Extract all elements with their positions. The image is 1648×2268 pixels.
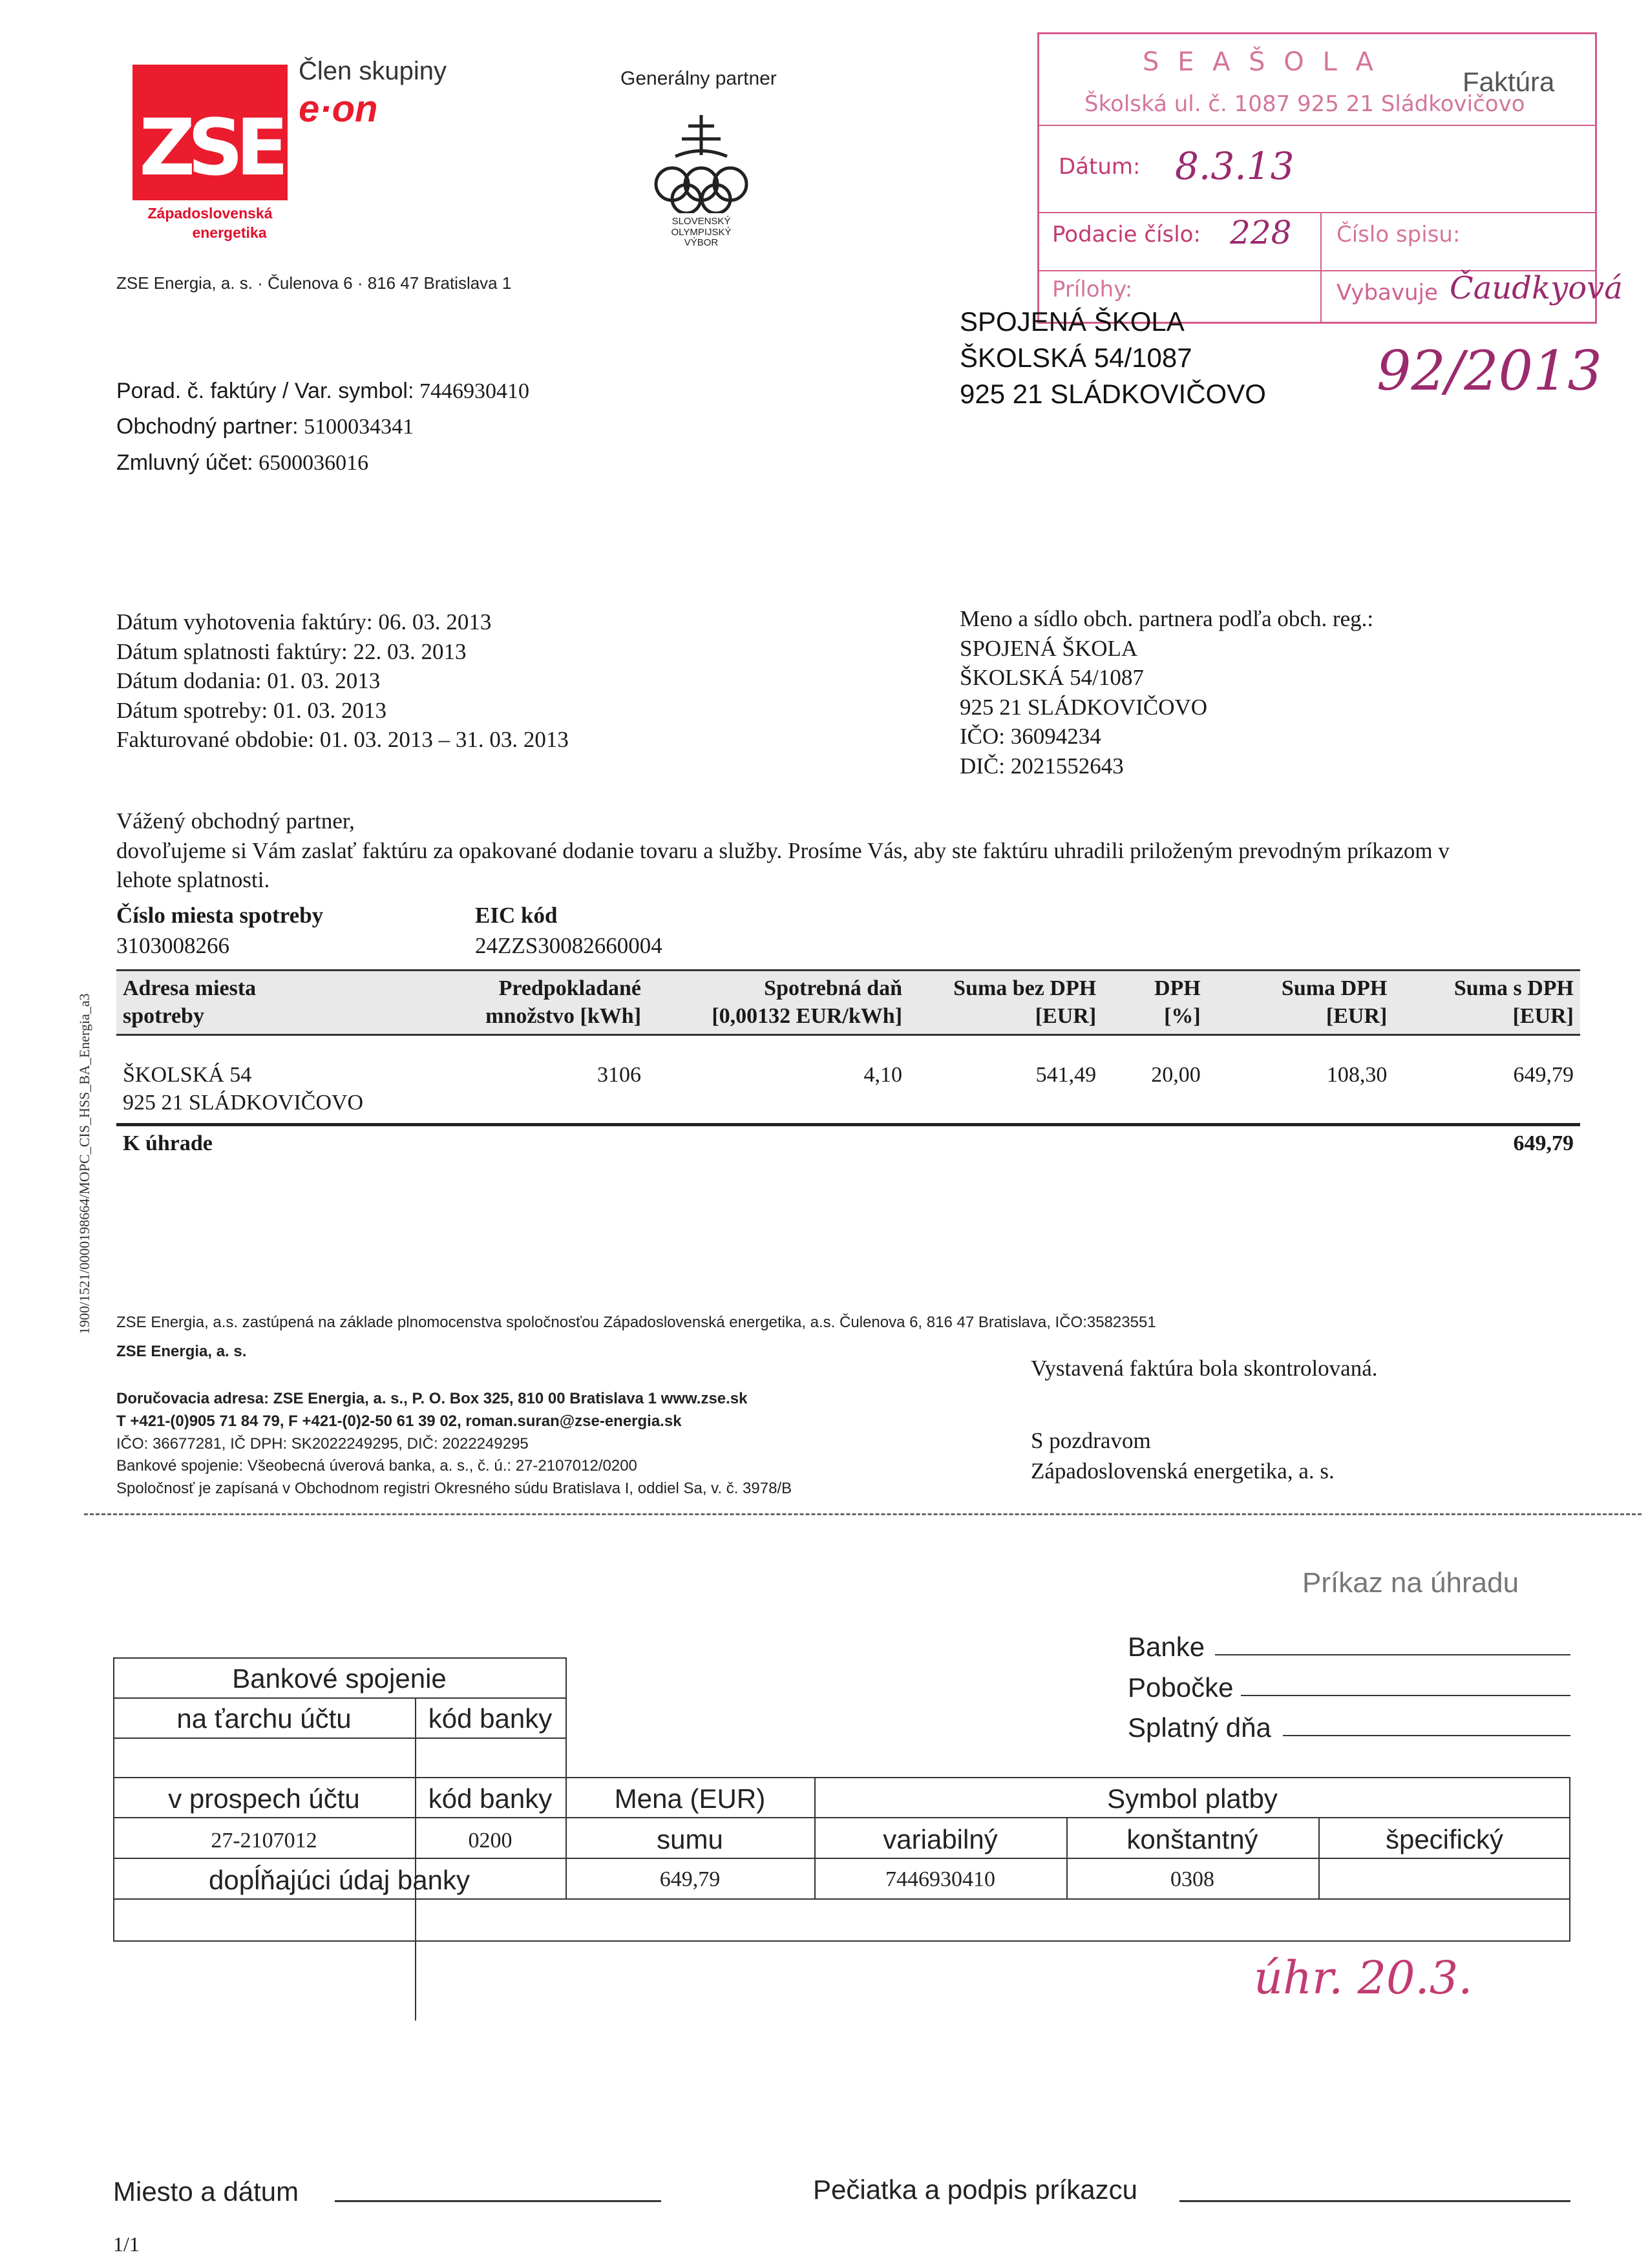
olympic-line3: VÝBOR: [684, 237, 719, 248]
col-quantity: Predpokladané množstvo [kWh]: [409, 971, 648, 1035]
currency-label: Mena (EUR): [614, 1783, 766, 1814]
debit-account-label: na ťarchu účtu: [176, 1703, 352, 1734]
zse-logo: [132, 65, 288, 200]
partner-reg-dic: DIČ: 2021552643: [960, 753, 1124, 779]
footer-closing: [1031, 1425, 1335, 1487]
sum-label: sumu: [657, 1824, 723, 1854]
partner-reg-line2: ŠKOLSKÁ 54/1087: [960, 665, 1144, 690]
sum-value: 649,79: [659, 1867, 721, 1891]
logo-sub-line1: Západoslovenská: [147, 205, 273, 222]
stamp-date-label: Dátum:: [1059, 154, 1141, 180]
footer-checked: Vystavená faktúra bola skontrolovaná.: [1031, 1356, 1378, 1381]
table-header-row: [116, 971, 1580, 1035]
letter-body: [116, 806, 1590, 895]
payment-symbol-label: Symbol platby: [1107, 1783, 1278, 1814]
consumption-date: Dátum spotreby: 01. 03. 2013: [116, 697, 387, 723]
billing-period: Fakturované obdobie: 01. 03. 2013 – 31. 03. 2013: [116, 727, 569, 752]
col-address: Adresa miesta spotreby: [116, 971, 409, 1035]
recipient-line3: 925 21 SLÁDKOVIČOVO: [960, 378, 1266, 409]
extra-info-label: dopĺňajúci údaj banky: [209, 1865, 470, 1895]
place-date-label: Miesto a dátum: [113, 2176, 299, 2207]
due-date-label: Splatný dňa: [1128, 1712, 1271, 1743]
stamp-signature-label: Pečiatka a podpis príkazcu: [813, 2174, 1137, 2205]
col-vat-rate: DPH [%]: [1103, 971, 1207, 1035]
olympic-logo: [650, 110, 753, 213]
handwritten-ref-number: 92/2013: [1377, 339, 1602, 403]
invoice-number-label: Porad. č. faktúry / Var. symbol:: [116, 379, 414, 403]
row-vat-rate: 20,00: [1151, 1063, 1201, 1087]
side-document-code: 1900/1521/0000198664/MOPC_CIS_HSS_BA_Energia_a3: [76, 993, 92, 1334]
footer-signature: Západoslovenská energetika, a. s.: [1031, 1458, 1335, 1484]
eon-logo: e·on: [299, 88, 378, 130]
recipient-address: [960, 304, 1266, 412]
footer-delivery-address: Doručovacia adresa: ZSE Energia, a. s., P. O. Box 325, 810 00 Bratislava 1 www.zse.sk: [116, 1390, 748, 1407]
invoice-identifiers: [116, 373, 529, 481]
stamp-cislo-label: Číslo spisu:: [1336, 222, 1461, 247]
total-label: K úhrade: [116, 1125, 409, 1164]
perforation-line: [84, 1513, 1642, 1515]
col-vat-sum: Suma DPH [EUR]: [1207, 971, 1394, 1035]
olympic-line1: SLOVENSKÝ: [671, 216, 731, 227]
partner-number-label: Obchodný partner:: [116, 414, 299, 439]
letter-greeting: Vážený obchodný partner,: [116, 808, 355, 834]
letter-text-1: dovoľujeme si Vám zaslať faktúru za opakované dodanie tovaru a služby. Prosíme Vás, aby ste faktúru uhradili priloženým prevodným príkazom v: [116, 837, 1450, 863]
stamp-vybavuje-label: Vybavuje: [1336, 280, 1438, 306]
partner-reg-line1: SPOJENÁ ŠKOLA: [960, 635, 1138, 661]
site-label: Číslo miesta spotreby: [116, 903, 324, 928]
invoice-dates: [116, 607, 569, 755]
contract-account-label: Zmluvný účet:: [116, 450, 253, 475]
constant-symbol-value: 0308: [1170, 1867, 1214, 1891]
stamp-date-value: 8.3.13: [1175, 144, 1294, 188]
eic-code: [475, 900, 662, 961]
stamp-podacie-label: Podacie číslo:: [1052, 222, 1201, 247]
company-address: ZSE Energia, a. s. · Čulenova 6 · 816 47 Bratislava 1: [116, 273, 512, 293]
eic-label: EIC kód: [475, 903, 558, 928]
total-row: [116, 1125, 1580, 1164]
credit-account-label: v prospech účtu: [168, 1783, 360, 1814]
recipient-line2: ŠKOLSKÁ 54/1087: [960, 342, 1192, 373]
credit-bank-code-label: kód banky: [428, 1783, 553, 1814]
partner-label: Generálny partner: [620, 68, 777, 89]
footer-represented: ZSE Energia, a.s. zastúpená na základe plnomocenstva spoločnosťou Západoslovenská energetika, a.s. Čulenova 6, 816 47 Bratislava, IČO:35823551: [116, 1314, 1156, 1331]
stamp-podacie-value: 228: [1230, 214, 1292, 251]
row-vat-sum: 108,30: [1326, 1063, 1388, 1087]
footer-contacts: [116, 1388, 792, 1500]
row-gross-sum: 649,79: [1513, 1063, 1574, 1087]
partner-reg-ico: IČO: 36094234: [960, 724, 1101, 749]
col-gross-sum: Suma s DPH [EUR]: [1393, 971, 1580, 1035]
logo-subtitle: [132, 204, 288, 243]
due-date: Dátum splatnosti faktúry: 22. 03. 2013: [116, 638, 467, 664]
partner-reg-label: Meno a sídlo obch. partnera podľa obch. reg.:: [960, 606, 1374, 631]
registry-stamp: [1037, 32, 1623, 324]
issue-date: Dátum vyhotovenia faktúry: 06. 03. 2013: [116, 609, 492, 635]
partner-registration: [960, 604, 1373, 781]
footer-register: Spoločnosť je zapísaná v Obchodnom registri Okresného súdu Bratislava I, oddiel Sa, v. č. 3978/B: [116, 1480, 792, 1498]
consumption-site: [116, 900, 323, 961]
stamp-school-address: Školská ul. č. 1087 925 21 Sládkovičovo: [1084, 91, 1525, 117]
recipient-line1: SPOJENÁ ŠKOLA: [960, 306, 1185, 337]
group-label: Člen skupiny: [299, 57, 447, 85]
footer-phone: T +421-(0)905 71 84 79, F +421-(0)2-50 61 39 02, roman.suran@zse-energia.sk: [116, 1412, 682, 1430]
variable-symbol-value: 7446930410: [885, 1867, 995, 1891]
olympic-line2: OLYMPIJSKÝ: [671, 226, 732, 238]
delivery-date: Dátum dodania: 01. 03. 2013: [116, 668, 381, 693]
constant-symbol-label: konštantný: [1126, 1824, 1258, 1854]
debit-bank-code-label: kód banky: [428, 1703, 553, 1734]
total-value: 649,79: [1393, 1125, 1580, 1164]
col-excise-tax: Spotrebná daň [0,00132 EUR/kWh]: [648, 971, 909, 1035]
row-address: ŠKOLSKÁ 54 925 21 SLÁDKOVIČOVO: [123, 1063, 364, 1115]
row-quantity: 3106: [597, 1063, 642, 1087]
stamp-vybavuje-signature: Čaudkyová: [1450, 270, 1623, 306]
invoice-number-value: 7446930410: [419, 379, 529, 403]
row-net-sum: 541,49: [1035, 1063, 1097, 1087]
olympic-rings-icon: [650, 110, 753, 213]
partner-reg-line3: 925 21 SLÁDKOVIČOVO: [960, 694, 1208, 720]
specific-symbol-label: špecifický: [1385, 1824, 1504, 1854]
invoice-items-table: [116, 969, 1580, 1164]
partner-number-value: 5100034341: [304, 415, 414, 439]
variable-symbol-label: variabilný: [883, 1824, 998, 1854]
letter-text-2: lehote splatnosti.: [116, 867, 270, 892]
footer-regards: S pozdravom: [1031, 1428, 1151, 1453]
footer-bank: Bankové spojenie: Všeobecná úverová banka, a. s., č. ú.: 27-2107012/0200: [116, 1457, 637, 1475]
bank-line: [1215, 1654, 1570, 1655]
stamp-school-name: S E A Š O L A: [1143, 47, 1379, 77]
place-date-line: [335, 2200, 661, 2202]
handwritten-paid-note: úhr. 20.3.: [1254, 1951, 1473, 2004]
stamp-signature-line: [1179, 2200, 1570, 2202]
footer-ico: IČO: 36677281, IČ DPH: SK2022249295, DIČ: 2022249295: [116, 1434, 529, 1453]
row-excise-tax: 4,10: [863, 1063, 903, 1087]
payment-title: Príkaz na úhradu: [1302, 1567, 1519, 1599]
page-number: 1/1: [113, 2232, 140, 2256]
col-net-sum: Suma bez DPH [EUR]: [909, 971, 1103, 1035]
contract-account-value: 6500036016: [259, 450, 369, 475]
bank-label: Banke: [1128, 1632, 1205, 1662]
branch-label: Pobočke: [1128, 1672, 1234, 1703]
credit-bank-code-value: 0200: [468, 1829, 512, 1853]
footer-company: ZSE Energia, a. s.: [116, 1343, 247, 1360]
olympic-committee-text: [653, 216, 750, 249]
credit-account-value: 27-2107012: [211, 1829, 317, 1853]
bank-connection-label: Bankové spojenie: [232, 1663, 447, 1694]
stamp-prilohy-label: Prílohy:: [1052, 277, 1133, 302]
table-row: [116, 1035, 1580, 1125]
logo-text: ZSE: [139, 103, 281, 193]
site-value: 3103008266: [116, 933, 229, 959]
eic-value: 24ZZS30082660004: [475, 933, 662, 959]
stamp-invoice-title: Faktúra: [1463, 67, 1555, 97]
logo-sub-line2: energetika: [192, 224, 267, 241]
